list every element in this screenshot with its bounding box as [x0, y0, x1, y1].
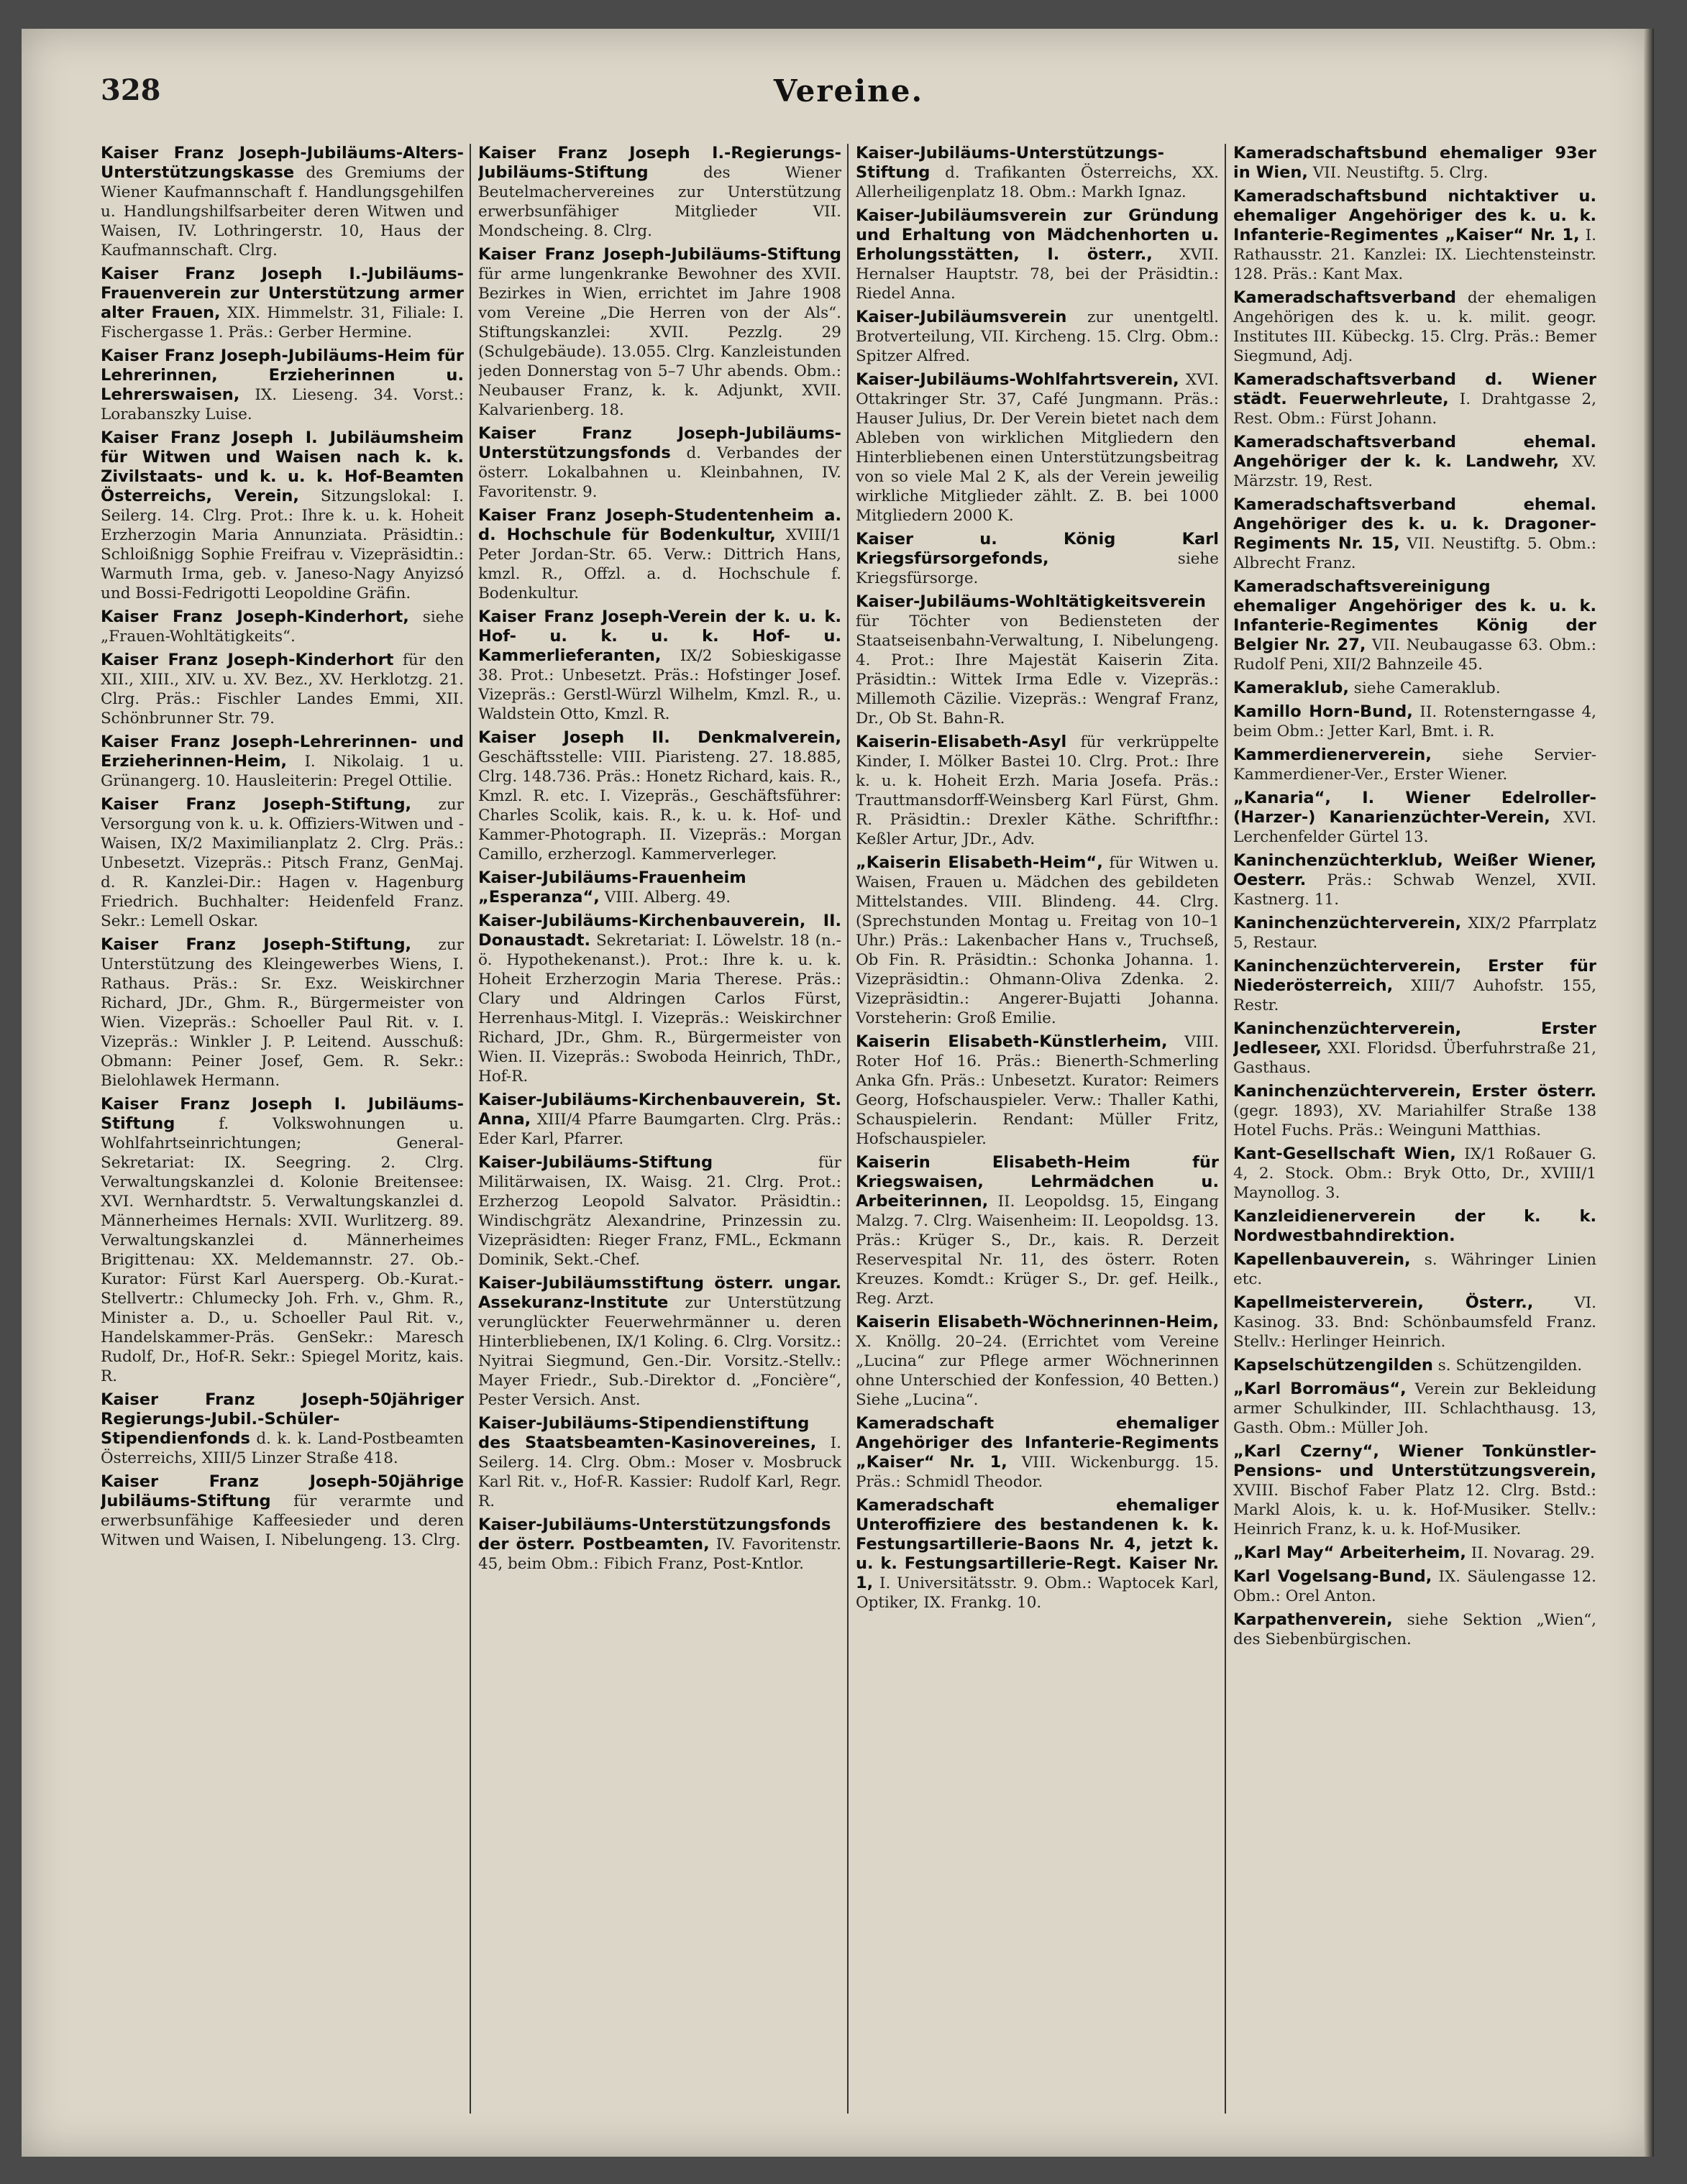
entry-text: XVIII/1 Peter Jordan-Str. 65. Verw.: Dittrich Hans, kmzl. R., Offzl. a. d. Hochschule f. Bodenkultur. — [478, 526, 841, 602]
directory-entry — [101, 1390, 464, 1468]
entry-text: des Wiener Beutelmachervereines zur Unterstützung erwerbsunfähiger Mitglieder VII. Mondscheing. 8. Clrg. — [478, 164, 841, 240]
column-rule — [470, 144, 471, 2114]
directory-entry — [478, 1414, 841, 1511]
entry-title: Kaiser Franz Joseph-Lehrerinnen- und Erzieherinnen-Heim, — [101, 733, 464, 771]
directory-entry — [478, 1274, 841, 1410]
directory-entry — [1233, 679, 1596, 698]
column-2 — [478, 144, 841, 2128]
directory-entry — [478, 144, 841, 241]
directory-entry — [478, 607, 841, 724]
entry-text: XVI. Lerchenfelder Gürtel 13. — [1233, 809, 1596, 846]
directory-entry — [101, 144, 464, 260]
entry-title: „Karl May“ Arbeiterheim, — [1233, 1543, 1466, 1562]
directory-entry — [1233, 433, 1596, 491]
entry-title: „Karl Borromäus“, — [1233, 1380, 1407, 1398]
page-edge-shadow — [1644, 29, 1654, 2157]
entry-text: zur unentgeltl. Brotverteilung, VII. Kircheng. 15. Clrg. Obm.: Spitzer Alfred. — [856, 308, 1219, 365]
entry-text: für verarmte und erwerbsunfähige Kaffeesieder und deren Witwen und Waisen, I. Nibelungeng. 13. Clrg. — [101, 1492, 464, 1549]
directory-entry — [856, 1414, 1219, 1492]
entry-title: Kaninchenzüchterverein, Erster österr. — [1233, 1082, 1596, 1101]
page-header — [101, 73, 1596, 124]
entry-text: I. Nikolaig. 1 u. Grünangerg. 10. Hausleiterin: Pregel Ottilie. — [101, 753, 464, 790]
column-rule — [1225, 144, 1226, 2114]
entry-title: Kaiser Joseph II. Denkmalverein, — [478, 728, 841, 747]
entry-title: Kant-Gesellschaft Wien, — [1233, 1144, 1456, 1163]
entry-title: Kameradschaftsbund nichtaktiver u. ehemaliger Angehöriger des k. u. k. Infanterie-Regimentes „Kaiser“ Nr. 1, — [1233, 187, 1596, 244]
entry-text: XV. Märzstr. 19, Rest. — [1233, 453, 1596, 490]
entry-title: Kaiser Franz Joseph-Stiftung, — [101, 795, 412, 814]
entry-text: der ehemaligen Angehörigen des k. u. k. milit. geogr. Institutes III. Kübeckg. 15. Clrg. Präs.: Bemer Siegmund, Adj. — [1233, 289, 1596, 365]
entry-text: des Gremiums der Wiener Kaufmannschaft f. Handlungsgehilfen u. Handlungshilfsarbeiter deren Witwen und Waisen, IV. Lothringerstr. 10, Haus der Kaufmannschaft. Clrg. — [101, 164, 464, 260]
entry-text: zur Versorgung von k. u. k. Offiziers-Witwen und -Waisen, IX/2 Maximilianplatz 2. Clrg. Präs.: Unbesetzt. Vizepräs.: Pitsch Franz, GenMaj. d. R. Kanzlei-Dir.: Hagen v. Hagenburg Friedrich. Buchhalter: Heidenfeld Franz. Sekr.: Lemell Oskar. — [101, 796, 464, 930]
entry-title: Kapselschützengilden — [1233, 1356, 1433, 1375]
entry-text: XIX/2 Pfarrplatz 5, Restaur. — [1233, 914, 1596, 952]
entry-text: X. Knöllg. 20–24. (Errichtet vom Vereine „Lucina“ zur Pflege armer Wöchnerinnen ohne Unterschied der Konfession, 40 Betten.) Siehe „Lucina“. — [856, 1333, 1219, 1409]
entry-text: f. Volkswohnungen u. Wohlfahrtseinrichtungen; General-Sekretariat: IX. Seegring. 2. Clrg. Verwaltungskanzlei d. Kolonie Breitensee: XVI. Wernhardtstr. 5. Verwaltungskanzlei d. Männerheimes Hernals: XVII. Wurlitzerg. 89. Verwaltungskanzlei d. Männerheimes Brigittenau: XX. Meldemannstr. 27. Ob.-Kurator: Fürst Karl Auersperg. Ob.-Kurat.-Stellvertr.: Chlumecky Joh. Frh. v., Ghm. R., Minister a. D., u. Schoeller Paul Rit. v., Handelskammer-Präs. GenSekr.: Maresch Rudolf, Dr., Hof-R. Sekr.: Spiegel Moritz, kais. R. — [101, 1115, 464, 1385]
directory-entry — [856, 530, 1219, 588]
column-3 — [856, 144, 1219, 2128]
entry-text: s. Währinger Linien etc. — [1233, 1251, 1596, 1288]
entry-title: „Kanaria“, I. Wiener Edelroller- (Harzer-) Kanarienzüchter-Verein, — [1233, 789, 1596, 827]
directory-entry — [478, 1153, 841, 1270]
directory-entry — [1233, 370, 1596, 428]
directory-entry — [1233, 702, 1596, 741]
entry-title: Kaiserin Elisabeth-Künstlerheim, — [856, 1032, 1168, 1051]
entry-title: Kaiser-Jubiläumsstiftung österr. ungar. Assekuranz-Institute — [478, 1274, 841, 1312]
entry-text: siehe Servier-Kammerdiener-Ver., Erster Wiener. — [1233, 746, 1596, 784]
directory-entry — [1233, 187, 1596, 284]
entry-title: Kapellenbauverein, — [1233, 1250, 1411, 1269]
entry-text: I. Seilerg. 14. Clrg. Obm.: Moser v. Mosbruck Karl Rit. v., Hof-R. Kassier: Rudolf Karl, Regr. R. — [478, 1434, 841, 1510]
entry-text: VIII. Wickenburgg. 15. Präs.: Schmidl Theodor. — [856, 1454, 1219, 1491]
entry-text: VII. Neustiftg. 5. Clrg. — [1312, 164, 1489, 182]
directory-entry — [101, 1472, 464, 1550]
entry-text: II. Rotensterngasse 4, beim Obm.: Jetter Karl, Bmt. i. R. — [1233, 703, 1596, 740]
directory-entry — [478, 868, 841, 907]
entry-title: Kaiser Franz Joseph-Jubiläums-Unterstützungsfonds — [478, 424, 841, 462]
directory-entry — [1233, 745, 1596, 784]
entry-text: (gegr. 1893), XV. Mariahilfer Straße 138 Hotel Fuchs. Präs.: Weinguni Matthias. — [1233, 1102, 1596, 1139]
columns — [101, 144, 1596, 2128]
entry-text: IX/1 Roßauer G. 4, 2. Stock. Obm.: Bryk Otto, Dr., XVIII/1 Maynollog. 3. — [1233, 1145, 1596, 1202]
directory-entry — [101, 651, 464, 728]
directory-entry — [1233, 1567, 1596, 1606]
directory-entry — [856, 1313, 1219, 1410]
entry-title: Kaiser-Jubiläums-Frauenheim „Esperanza“, — [478, 868, 746, 907]
entry-text: XVII. Hernalser Hauptstr. 78, bei der Präsidtin.: Riedel Anna. — [856, 246, 1219, 303]
entry-text: XIII/7 Auhofstr. 155, Restr. — [1233, 977, 1596, 1014]
entry-title: Kaiser-Jubiläums-Stiftung — [478, 1153, 713, 1172]
directory-entry — [1233, 1380, 1596, 1438]
entry-title: Kameradschaftsvereinigung ehemaliger Angehöriger des k. u. k. Infanterie-Regimentes König der Belgier Nr. 27, — [1233, 577, 1596, 654]
column-1 — [101, 144, 464, 2128]
entry-title: Kamillo Horn-Bund, — [1233, 702, 1413, 721]
entry-title: Kaiser Franz Joseph-Kinderhort, — [101, 607, 409, 626]
entry-text: XVIII. Bischof Faber Platz 12. Clrg. Bstd.: Markl Alois, k. u. k. Hof-Musiker. Stellv.: Heinrich Franz, k. u. k. Hof-Musiker. — [1233, 1482, 1596, 1538]
entry-title: Kaiserin-Elisabeth-Asyl — [856, 733, 1067, 751]
entry-text: XIX. Himmelstr. 31, Filiale: I. Fischergasse 1. Präs.: Gerber Hermine. — [101, 304, 464, 341]
entry-text: d. Trafikanten Österreichs, XX. Allerheiligenplatz 18. Obm.: Markh Ignaz. — [856, 164, 1219, 201]
entry-title: Kaninchenzüchterverein, — [1233, 914, 1462, 932]
directory-entry — [856, 370, 1219, 526]
entry-title: Kaiser Franz Joseph-50jähriger Regierungs-Jubil.-Schüler-Stipendienfonds — [101, 1390, 464, 1448]
entry-title: Kaiserin Elisabeth-Wöchnerinnen-Heim, — [856, 1313, 1219, 1331]
directory-entry — [1233, 1207, 1596, 1246]
entry-text: I. Universitätsstr. 9. Obm.: Waptocek Karl, Optiker, IX. Frankg. 10. — [856, 1574, 1219, 1612]
directory-entry — [1233, 288, 1596, 366]
entry-text: XVI. Ottakringer Str. 37, Café Jungmann. Präs.: Hauser Julius, Dr. Der Verein bietet nach dem Ableben von wirklichen Mitgliedern den Hinterbliebenen einen Unterstützungsbeitrag von so viele Mal 2 K, als der Verein jeweilig wirkliche Mitglieder zählt. Z. B. bei 1000 Mitgliedern 2000 K. — [856, 371, 1219, 525]
directory-entry — [1233, 1082, 1596, 1140]
directory-entry — [1233, 1250, 1596, 1289]
entry-text: II. Novarag. 29. — [1471, 1544, 1595, 1562]
entry-title: Kameradschaft ehemaliger Unteroffiziere des bestandenen k. k. Festungsartillerie-Baons Nr. 4, jetzt k. u. k. Festungsartillerie-Regt. Kaiser Nr. 1, — [856, 1496, 1219, 1592]
entry-text: für den XII., XIII., XIV. u. XV. Bez., XV. Herklotzg. 21. Clrg. Präs.: Fischler Landes Emmi, XII. Schönbrunner Str. 79. — [101, 651, 464, 728]
entry-title: Karpathenverein, — [1233, 1610, 1393, 1629]
directory-entry — [101, 1095, 464, 1386]
book-page — [22, 29, 1654, 2157]
entry-text: siehe „Frauen-Wohltätigkeits“. — [101, 608, 464, 646]
entry-text: für arme lungenkranke Bewohner des XVII. Bezirkes in Wien, errichtet im Jahre 1908 vom Vereine „Die Herren von der Als“. Stiftungskanzlei: XVII. Pezzlg. 29 (Schulgebäude). 13.055. Clrg. Kanzleistunden jeden Donnerstag von 5–7 Uhr abends. Obm.: Neubauser Franz, k. k. Adjunkt, XVII. Kalvarienberg. 18. — [478, 265, 841, 419]
entry-title: Kaiser Franz Joseph I. Jubiläums-Stiftung — [101, 1095, 464, 1133]
entry-title: „Karl Czerny“, Wiener Tonkünstler-Pensions- und Unterstützungsverein, — [1233, 1442, 1596, 1480]
entry-text: Präs.: Schwab Wenzel, XVII. Kastnerg. 11. — [1233, 871, 1596, 909]
entry-text: VII. Neustiftg. 5. Obm.: Albrecht Franz. — [1233, 535, 1596, 572]
entry-text: I. Drahtgasse 2, Rest. Obm.: Fürst Johann. — [1233, 390, 1596, 428]
entry-text: zur Unterstützung des Kleingewerbes Wiens, I. Rathaus. Präs.: Sr. Exz. Weiskirchner Richard, JDr., Ghm. R., Bürgermeister von Wien. Vizepräs.: Schoeller Paul Rit. v. I. Vizepräs.: Winkler J. P. Leitend. Ausschuß: Obmann: Peiner Josef, Gem. R. Sekr.: Bielohlawek Hermann. — [101, 936, 464, 1090]
entry-title: Kaiser Franz Joseph-Studentenheim a. d. Hochschule für Bodenkultur, — [478, 506, 841, 544]
entry-title: Kaiser Franz Joseph I.-Regierungs-Jubiläums-Stiftung — [478, 144, 841, 182]
entry-title: Kameradschaftsverband ehemal. Angehöriger des k. u. k. Dragoner-Regiments Nr. 15, — [1233, 495, 1596, 553]
directory-entry — [478, 506, 841, 603]
entry-text: IV. Favoritenstr. 45, beim Obm.: Fibich Franz, Post-Kntlor. — [478, 1536, 841, 1573]
entry-title: Kaiser Franz Joseph-Jubiläums-Stiftung — [478, 245, 841, 264]
directory-entry — [1233, 1293, 1596, 1352]
entry-title: Kaiser-Jubiläums-Unterstützungs-Stiftung — [856, 144, 1165, 182]
entry-title: Kaiser-Jubiläums-Unterstützungsfonds der österr. Postbeamten, — [478, 1515, 831, 1554]
directory-entry — [856, 1496, 1219, 1612]
entry-text: IX. Säulengasse 12. Obm.: Orel Anton. — [1233, 1568, 1596, 1605]
directory-entry — [856, 592, 1219, 728]
entry-title: Kaiser-Jubiläumsverein — [856, 308, 1067, 326]
entry-text: II. Leopoldsg. 15, Eingang Malzg. 7. Clrg. Waisenheim: II. Leopoldsg. 13. Präs.: Krüger S., Dr., kais. R. Derzeit Reservespital Nr. 11, des österr. Roten Kreuzes. Komdt.: Krüger S., Dr. gef. Heilk., Reg. Arzt. — [856, 1193, 1219, 1308]
entry-title: Kaiser Franz Joseph-Kinderhort — [101, 651, 394, 669]
entry-title: Kaiser-Jubiläumsverein zur Gründung und Erhaltung von Mädchenhorten u. Erholungsstätten, I. österr., — [856, 206, 1219, 264]
directory-entry — [1233, 1144, 1596, 1203]
directory-entry — [856, 733, 1219, 849]
entry-text: IX. Lieseng. 34. Vorst.: Lorabanszky Luise. — [101, 386, 464, 423]
entry-text: VII. Neubaugasse 63. Obm.: Rudolf Peni, XII/2 Bahnzeile 45. — [1233, 636, 1596, 674]
directory-entry — [1233, 1356, 1596, 1375]
directory-entry — [1233, 577, 1596, 674]
entry-text: für Witwen u. Waisen, Frauen u. Mädchen des gebildeten Mittelstandes. VIII. Blindeng. 44. Clrg. (Sprechstunden Montag u. Freitag von 10–1 Uhr.) Präs.: Lakenbacher Hans v., Truchseß, Ob Fin. R. Präsidtin.: Schonka Johanna. 1. Vizepräsidtin.: Ohmann-Oliva Zdenka. 2. Vizepräsidtin.: Angerer-Bujatti Johanna. Vorsteherin: Groß Emilie. — [856, 854, 1219, 1027]
directory-entry — [856, 144, 1219, 202]
directory-entry — [1233, 1019, 1596, 1078]
directory-entry — [478, 728, 841, 864]
entry-title: Kaiser Franz Joseph-Stiftung, — [101, 935, 412, 954]
directory-entry — [1233, 914, 1596, 953]
directory-entry — [1233, 144, 1596, 183]
directory-entry — [101, 265, 464, 342]
entry-title: Kaiser u. König Karl Kriegsfürsorgefonds, — [856, 530, 1219, 568]
entry-text: für Militärwaisen, IX. Waisg. 21. Clrg. Prot.: Erzherzog Leopold Salvator. Präsidtin.: Windischgrätz Alexandrine, Prinzessin zu. Vizepräsidten: Rieger Franz, FML., Eckmann Dominik, Sekt.-Chef. — [478, 1154, 841, 1269]
entry-title: Kammerdienerverein, — [1233, 745, 1432, 764]
entry-title: Kaiser-Jubiläums-Stipendienstiftung des Staatsbeamten-Kasinovereines, — [478, 1414, 817, 1452]
directory-entry — [478, 912, 841, 1086]
entry-title: Kaiserin Elisabeth-Heim für Kriegswaisen, Lehrmädchen u. Arbeiterinnen, — [856, 1153, 1219, 1211]
entry-title: Kapellmeisterverein, Österr., — [1233, 1293, 1534, 1312]
entry-title: „Kaiserin Elisabeth-Heim“, — [856, 853, 1103, 872]
entry-title: Kameradschaftsbund ehemaliger 93er in Wien, — [1233, 144, 1596, 182]
directory-entry — [856, 206, 1219, 303]
directory-entry — [1233, 495, 1596, 573]
entry-title: Kaiser-Jubiläums-Wohlfahrtsverein, — [856, 370, 1179, 389]
column-4 — [1233, 144, 1596, 2128]
entry-text: siehe Kriegsfürsorge. — [856, 550, 1219, 587]
directory-entry — [101, 795, 464, 931]
directory-entry — [1233, 851, 1596, 909]
entry-title: Kaiser Franz Joseph I.-Jubiläums-Frauenverein zur Unterstützung armer alter Frauen, — [101, 265, 464, 322]
directory-entry — [1233, 789, 1596, 847]
running-head: Vereine. — [773, 73, 924, 109]
entry-text: Verein zur Bekleidung armer Schulkinder, III. Schlachthausg. 13, Gasth. Obm.: Müller Joh. — [1233, 1380, 1596, 1437]
entry-title: Kaiser Franz Joseph-Jubiläums-Alters-Unterstützungskasse — [101, 144, 464, 182]
entry-text: zur Unterstützung verunglückter Feuerwehrmänner u. deren Hinterbliebenen, IX/1 Koling. 6. Clrg. Vorsitz.: Nyitrai Siegmund, Gen.-Dir. Vorsitz.-Stellv.: Mayer Friedr., Sub.-Direktor d. „Foncière“, Pester Versich. Anst. — [478, 1294, 841, 1409]
entry-title: Karl Vogelsang-Bund, — [1233, 1567, 1432, 1586]
directory-entry — [478, 424, 841, 502]
directory-entry — [478, 1091, 841, 1149]
directory-entry — [101, 607, 464, 646]
column-rule — [847, 144, 849, 2114]
entry-text: I. Rathausstr. 21. Kanzlei: IX. Liechtensteinstr. 128. Präs.: Kant Max. — [1233, 226, 1596, 283]
directory-entry — [1233, 1610, 1596, 1649]
entry-title: Kameradschaftsverband — [1233, 288, 1457, 307]
page-number: 328 — [101, 73, 161, 107]
entry-text: s. Schützengilden. — [1437, 1357, 1583, 1375]
directory-entry — [1233, 1543, 1596, 1563]
directory-entry — [101, 935, 464, 1091]
entry-text: Sitzungslokal: I. Seilerg. 14. Clrg. Prot.: Ihre k. u. k. Hoheit Erzherzogin Maria Annunziata. Präsidtin.: Schloißnigg Sophie Freifrau v. Vizepräsidtin.: Warmuth Irma, geb. v. Janeso-Nagy Anyizsó und Bossi-Fedrigotti Leopoldine Gräfin. — [101, 487, 464, 602]
directory-entry — [856, 308, 1219, 366]
directory-entry — [856, 853, 1219, 1028]
entry-title: Kameradschaftsverband d. Wiener städt. Feuerwehrleute, — [1233, 370, 1596, 408]
entry-title: Kaiser Franz Joseph-Jubiläums-Heim für Lehrerinnen, Erzieherinnen u. Lehrerswaisen, — [101, 347, 464, 404]
entry-title: Kaninchenzüchterklub, Weißer Wiener, Oesterr. — [1233, 851, 1596, 889]
entry-title: Kaninchenzüchterverein, Erster Jedleseer, — [1233, 1019, 1596, 1057]
entry-title: Kaiser Franz Joseph-Verein der k. u. k. Hof- u. k. u. k. Hof- u. Kammerlieferanten, — [478, 607, 841, 665]
entry-title: Kameraklub, — [1233, 679, 1349, 697]
entry-title: Kanzleidienerverein der k. k. Nordwestbahndirektion. — [1233, 1207, 1596, 1245]
entry-text: XIII/4 Pfarre Baumgarten. Clrg. Präs.: Eder Karl, Pfarrer. — [478, 1111, 841, 1148]
entry-title: Kaiser-Jubiläums-Wohltätigkeitsverein — [856, 592, 1206, 611]
entry-text: Sekretariat: I. Löwelstr. 18 (n.-ö. Hypothekenanst.). Prot.: Ihre k. u. k. Hoheit Erzherzogin Maria Therese. Präs.: Clary und Aldringen Carlos Fürst, Herrenhaus-Mitgl. I. Vizepräs.: Weiskirchner Richard, JDr., Ghm. R., Bürgermeister von Wien. II. Vizepräs.: Swoboda Heinrich, ThDr., Hof-R. — [478, 932, 841, 1086]
entry-text: für Töchter von Bediensteten der Staatseisenbahn-Verwaltung, I. Nibelungeng. 4. Prot.: Ihre Majestät Kaiserin Zita. Präsidtin.: Wittek Irma Edle v. Vizepräs.: Millemoth Cäzilie. Vizepräs.: Wengraf Franz, Dr., Ob St. Bahn-R. — [856, 612, 1219, 728]
entry-text: VIII. Alberg. 49. — [604, 889, 731, 907]
entry-text: siehe Sektion „Wien“, des Siebenbürgischen. — [1233, 1611, 1596, 1648]
entry-text: d. Verbandes der österr. Lokalbahnen u. Kleinbahnen, IV. Favoritenstr. 9. — [478, 444, 841, 501]
entry-text: für verkrüppelte Kinder, I. Mölker Bastei 10. Clrg. Prot.: Ihre k. u. k. Hoheit Erzh. Maria Josefa. Präs.: Trauttmansdorff-Weinsberg Karl Fürst, Ghm. R. Präsidtin.: Drexler Käthe. Schriftfhr.: Keßler Artur, JDr., Adv. — [856, 733, 1219, 848]
entry-title: Kaiser Franz Joseph I. Jubiläumsheim für Witwen und Waisen nach k. k. Zivilstaats- und k. u. k. Hof-Beamten Österreichs, Verein, — [101, 428, 464, 505]
entry-text: VIII. Roter Hof 16. Präs.: Bienerth-Schmerling Anka Gfn. Präs.: Unbesetzt. Kurator: Reimers Georg, Hofschauspieler. Verw.: Thaller Kathi, Schauspielerin. Rendant: Müller Fritz, Hofschauspieler. — [856, 1033, 1219, 1148]
entry-text: Geschäftsstelle: VIII. Piaristeng. 27. 18.885, Clrg. 148.736. Präs.: Honetz Richard, kais. R., Kmzl. R. etc. I. Vizepräs., Geschäftsführer: Charles Scolik, kais. R., k. u. k. Hof- und Kammer-Photograph. II. Vizepräs.: Morgan Camillo, erzherzogl. Kammerverleger. — [478, 748, 841, 863]
directory-entry — [101, 733, 464, 791]
directory-entry — [856, 1153, 1219, 1308]
entry-title: Kaiser-Jubiläums-Kirchenbauverein, St. Anna, — [478, 1091, 841, 1129]
directory-entry — [101, 428, 464, 603]
entry-title: Kameradschaft ehemaliger Angehöriger des Infanterie-Regiments „Kaiser“ Nr. 1, — [856, 1414, 1219, 1472]
entry-title: Kaiser-Jubiläums-Kirchenbauverein, II. Donaustadt. — [478, 912, 841, 950]
entry-text: siehe Cameraklub. — [1353, 679, 1501, 697]
entry-text: IX/2 Sobieskigasse 38. Prot.: Unbesetzt. Präs.: Hofstinger Josef. Vizepräs.: Gerstl-Würzl Wilhelm, Kmzl. R., u. Waldstein Otto, Kmzl. R. — [478, 647, 841, 723]
directory-entry — [101, 347, 464, 424]
entry-text: d. k. k. Land-Postbeamten Österreichs, XIII/5 Linzer Straße 418. — [101, 1430, 464, 1467]
entry-text: VI. Kasinog. 33. Bnd: Schönbaumsfeld Franz. Stellv.: Herlinger Heinrich. — [1233, 1294, 1596, 1351]
directory-entry — [1233, 1442, 1596, 1539]
entry-title: Kaninchenzüchterverein, Erster für Niederösterreich, — [1233, 957, 1596, 995]
directory-entry — [478, 245, 841, 420]
directory-entry — [856, 1032, 1219, 1149]
directory-entry — [478, 1515, 841, 1574]
entry-text: XXI. Floridsd. Überfuhrstraße 21, Gasthaus. — [1233, 1040, 1596, 1077]
directory-entry — [1233, 957, 1596, 1015]
entry-title: Kameradschaftsverband ehemal. Angehöriger der k. k. Landwehr, — [1233, 433, 1596, 471]
entry-title: Kaiser Franz Joseph-50jährige Jubiläums-Stiftung — [101, 1472, 464, 1510]
